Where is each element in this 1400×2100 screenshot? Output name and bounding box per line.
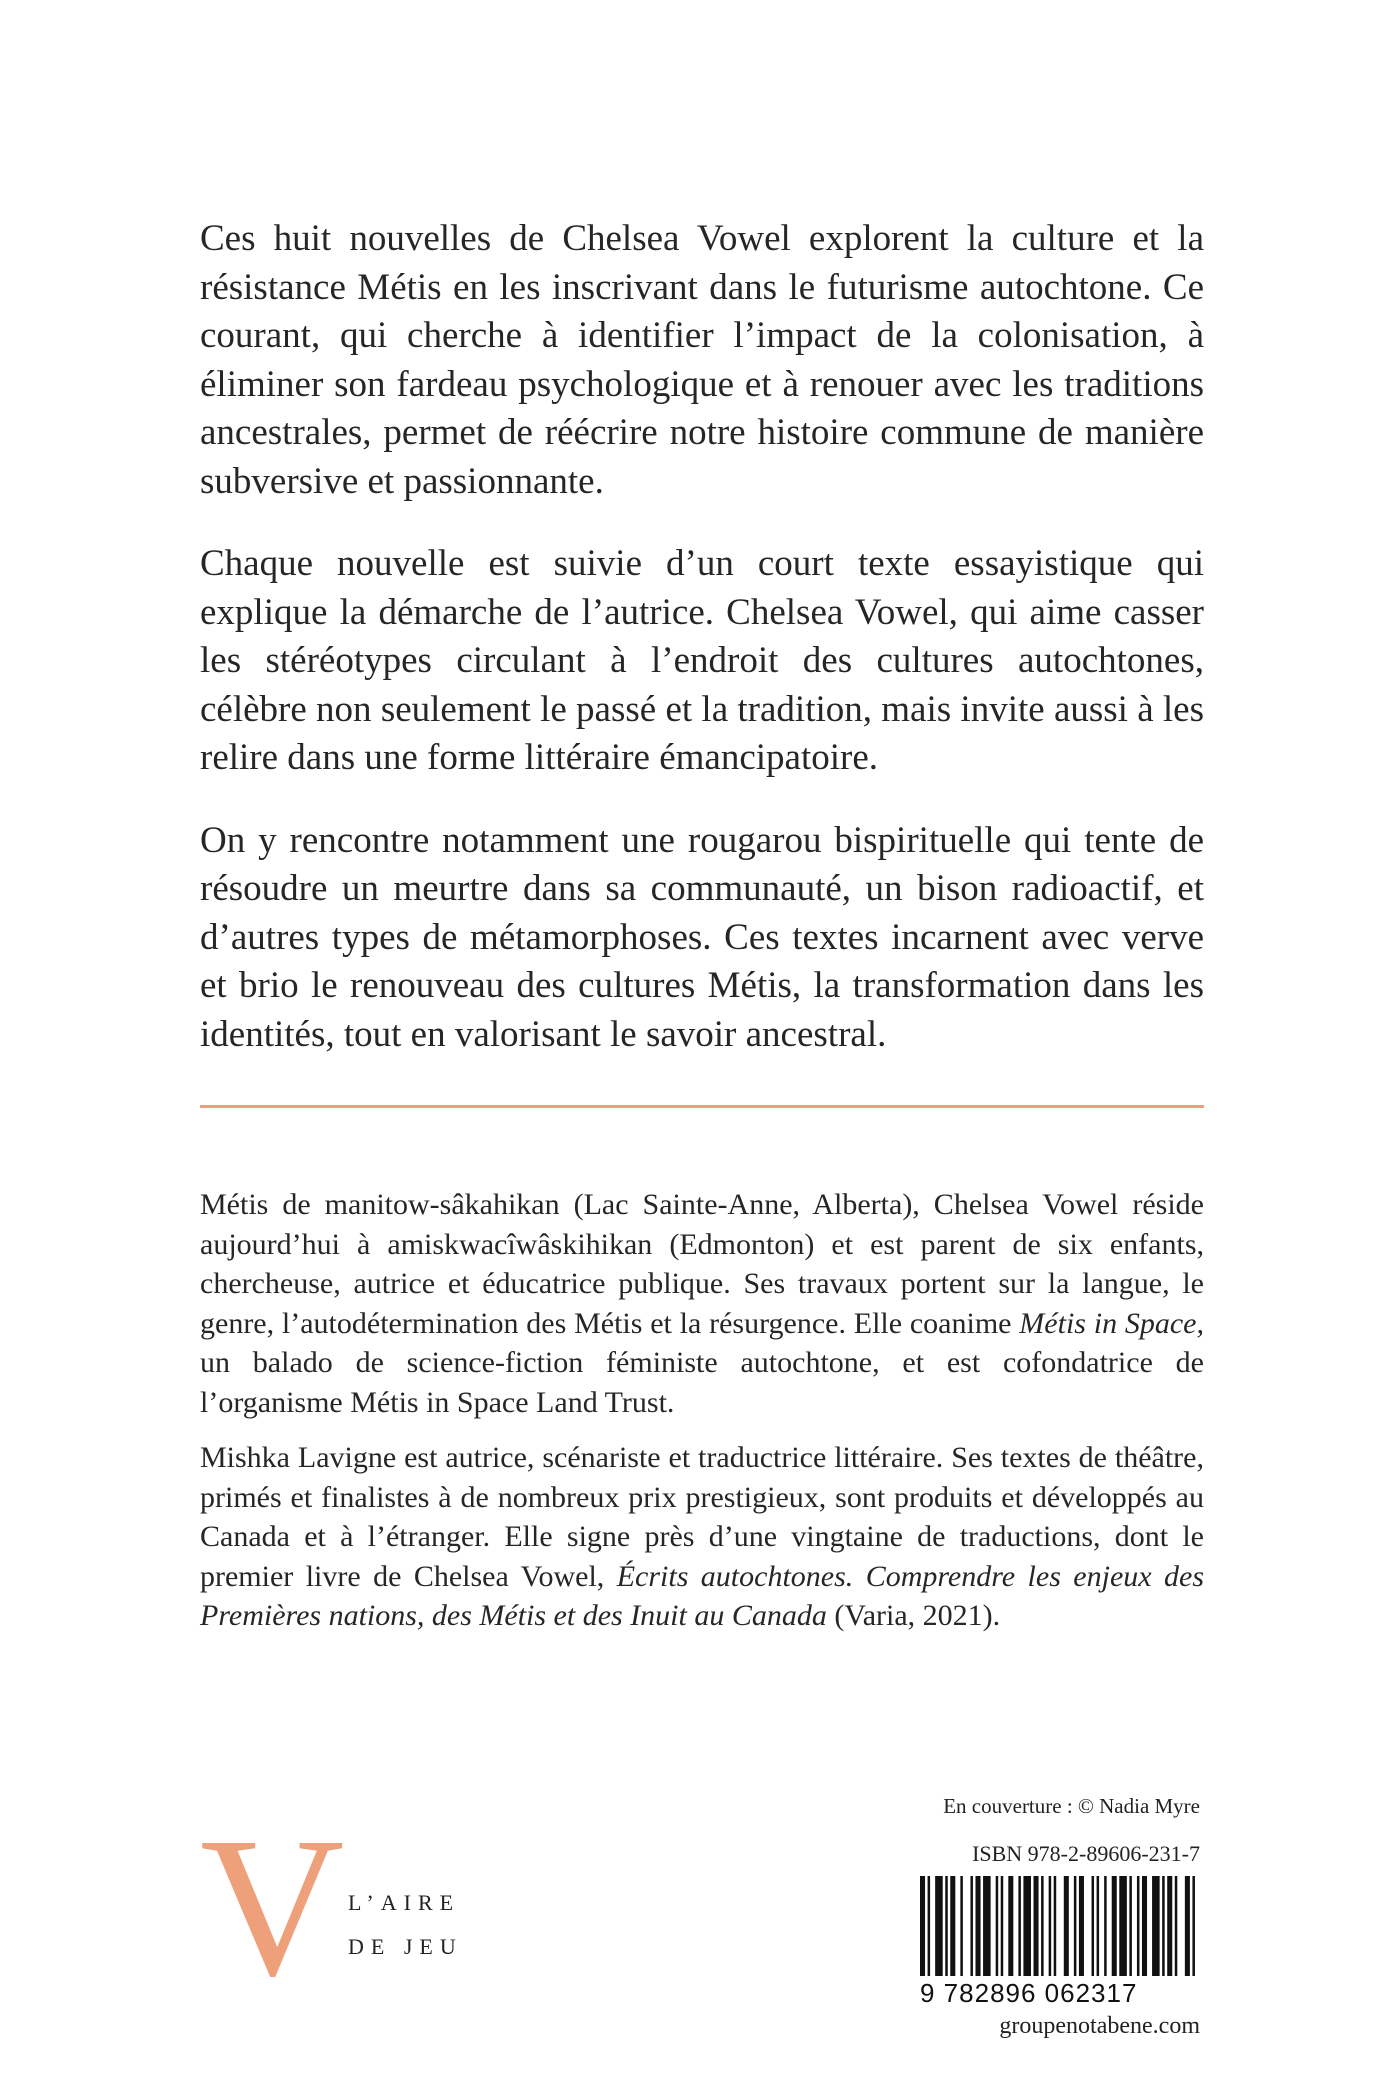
biographies [200, 1185, 1204, 1652]
author-bio [200, 1185, 1204, 1422]
isbn: ISBN 978-2-89606-231-7 [972, 1841, 1200, 1866]
cover-credit: En couverture : © Nadia Myre [943, 1794, 1200, 1818]
barcode-number: 9 782896 062317 [920, 1978, 1138, 2008]
translator-bio [200, 1438, 1204, 1636]
translator-bio-text-end: (Varia, 2021). [826, 1599, 1001, 1632]
credits-block [800, 1792, 1200, 1868]
section-divider [200, 1105, 1204, 1108]
barcode-image [920, 1876, 1200, 1976]
book-title-reference: Écrits autochtones. Comprendre les enjeux des Premières nations, des Métis et des Inuit au Canada [200, 1559, 1204, 1632]
translator-bio-text-start: Mishka Lavigne est autrice, scénariste et traductrice littéraire. Ses textes de théâtre, primés et finalistes à de nombreux prix prestigieux, sont produits et développés au Canada et à l’étranger. Elle signe près d’une vingtaine de traductions, dont le premier livre de Chelsea Vowel, [200, 1441, 1204, 1593]
publisher-logo-line-2: DE JEU [348, 1934, 463, 1959]
blurb-paragraph-1: Ces huit nouvelles de Chelsea Vowel explorent la culture et la résistance Métis en les inscrivant dans le futurisme autochtone. Ce courant, qui cherche à identifier l’impact de la colonisation, à éliminer son fardeau psychologique et à renouer avec les traditions ancestrales, permet de réécrire notre histoire commune de manière subversive et passionnante. [200, 218, 1204, 502]
author-bio-text-end: un balado de science-fiction féministe autochtone, et est cofondatrice de l’organisme Métis in Space Land Trust. [200, 1346, 1204, 1419]
book-blurb [200, 215, 1204, 1093]
author-bio-text-start: Métis de manitow-sâkahikan (Lac Sainte-Anne, Alberta), Chelsea Vowel réside aujourd’hui à amiskwacîwâskihikan (Edmonton) et est parent de six enfants, chercheuse, autrice et éducatrice publique. Ses travaux portent sur la langue, le genre, l’autodétermination des Métis et la résurgence. Elle coanime [200, 1188, 1204, 1340]
blurb-paragraph-2: Chaque nouvelle est suivie d’un court texte essayistique qui explique la démarche de l’autrice. Chelsea Vowel, qui aime casser les stéréotypes circulant à l’endroit des cultures autochtones, célèbre non seulement le passé et la tradition, mais invite aussi à les relire dans une forme littéraire émancipatoire. [200, 543, 1204, 778]
publisher-logo-line-1: L’AIRE [348, 1890, 461, 1915]
blurb-paragraph-3: On y rencontre notamment une rougarou bispirituelle qui tente de résoudre un meurtre dans sa communauté, un bison radioactif, et d’autres types de métamorphoses. Ces textes incarnent avec verve et brio le renouveau des cultures Métis, la transformation dans les identités, tout en valorisant le savoir ancestral. [200, 819, 1204, 1055]
podcast-title: Métis in Space, [1019, 1306, 1205, 1340]
publisher-logo-letter: V [200, 1797, 345, 2018]
publisher-website: groupenotabene.com [999, 2013, 1200, 2039]
